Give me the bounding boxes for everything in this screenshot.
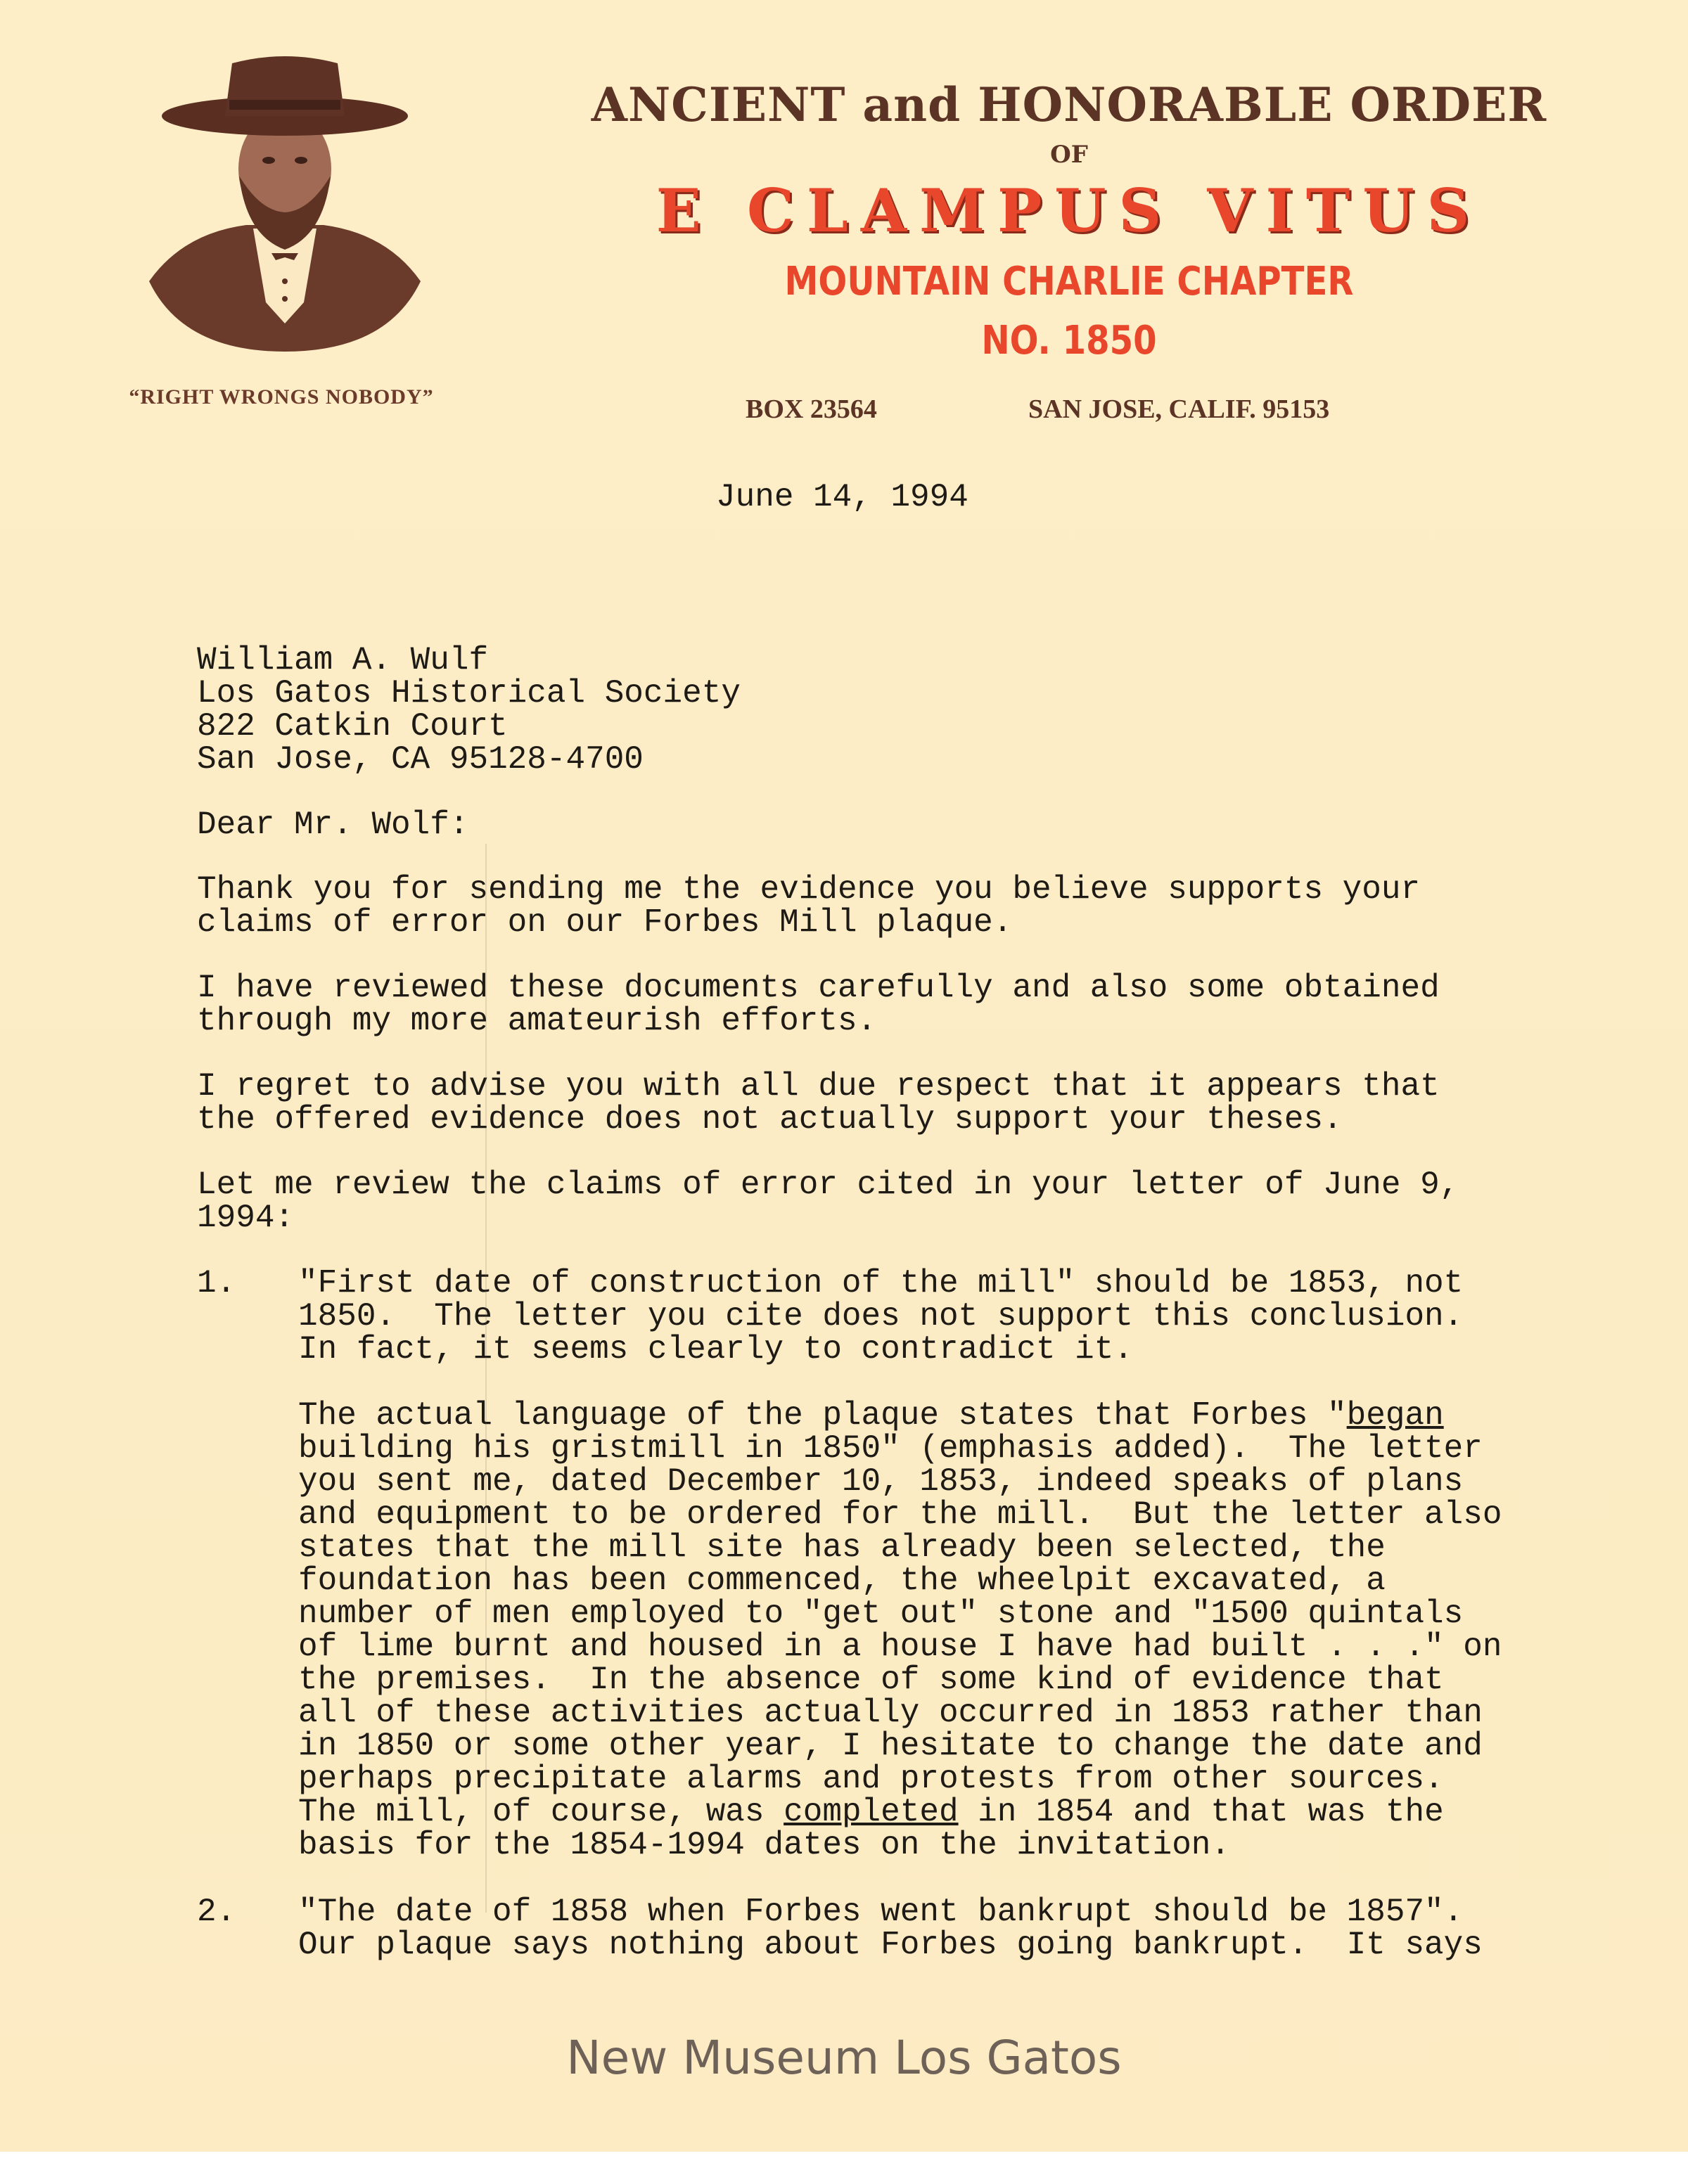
- letter-date: June 14, 1994: [716, 479, 968, 515]
- chapter-name: MOUNTAIN CHARLIE CHAPTER: [784, 259, 1354, 304]
- organization-name: E CLAMPUS VITUS: [656, 176, 1483, 245]
- item-1-discussion: [298, 1399, 1502, 1862]
- recipient-city: San Jose, CA 95128-4700: [197, 741, 644, 778]
- recipient-organization: Los Gatos Historical Society: [197, 675, 741, 712]
- order-title: ANCIENT and HONORABLE ORDER: [591, 77, 1547, 132]
- paragraph-3: I regret to advise you with all due respect that it appears that the offered evidence does not actually support your theses.: [197, 1068, 1440, 1138]
- emphasis-began: began: [1346, 1397, 1444, 1434]
- scan-margin: [0, 2152, 1688, 2184]
- paragraph-2: I have reviewed these documents carefully and also some obtained through my more amateurish efforts.: [197, 970, 1440, 1039]
- recipient-street: 822 Catkin Court: [197, 708, 508, 745]
- fold-line: [485, 844, 487, 1913]
- motto: “RIGHT WRONGS NOBODY”: [129, 385, 434, 409]
- item-1-text-a: The actual language of the plaque states that Forbes ": [298, 1397, 1347, 1434]
- city-address: SAN JOSE, CALIF. 95153: [1028, 394, 1330, 424]
- item-2-number: 2.: [197, 1894, 236, 1930]
- po-box: BOX 23564: [746, 394, 877, 424]
- recipient-address: [197, 644, 741, 776]
- item-1-claim: "First date of construction of the mill" should be 1853, not 1850. The letter you cite does not support this conclusion. In fact, it seems clearly to contradict it.: [298, 1265, 1464, 1368]
- recipient-name: William A. Wulf: [197, 642, 489, 679]
- paragraph-1: Thank you for sending me the evidence you believe supports your claims of error on our Forbes Mill plaque.: [197, 871, 1421, 941]
- chapter-number: NO. 1850: [981, 318, 1157, 364]
- watermark-caption: New Museum Los Gatos: [566, 2031, 1122, 2085]
- item-1-number: 1.: [197, 1265, 236, 1302]
- order-of: OF: [1050, 141, 1088, 169]
- item-1-text-b: building his gristmill in 1850" (emphasis added). The letter you sent me, dated December 10, 1853, indeed speaks of plans and equipment to be ordered for the mill. But the letter also states that the mill site has already been selected, the foundation has been commenced, the wheelpit excavated, a number of men employed to "get out" stone and "1500 quintals of lime burnt and housed in a house I have had built . . ." on the premises. In the absence of some kind of evidence that all of these activities actually occurred in 1853 rather than in 1850 or some other year, I hesitate to change the date and perhaps precipitate alarms and protests from other sources. The mill, of course, was: [298, 1430, 1502, 1830]
- paragraph-4: Let me review the claims of error cited in your letter of June 9, 1994:: [197, 1167, 1459, 1236]
- item-1-text-c: in 1854 and that was the basis for the 1854-1994 dates on the invitation.: [298, 1794, 1444, 1863]
- salutation: Dear Mr. Wolf:: [197, 807, 469, 843]
- emphasis-completed: completed: [784, 1794, 959, 1830]
- portrait-image: [141, 49, 429, 352]
- item-2-claim: "The date of 1858 when Forbes went bankrupt should be 1857". Our plaque says nothing about Forbes going bankrupt. It says: [298, 1894, 1483, 1963]
